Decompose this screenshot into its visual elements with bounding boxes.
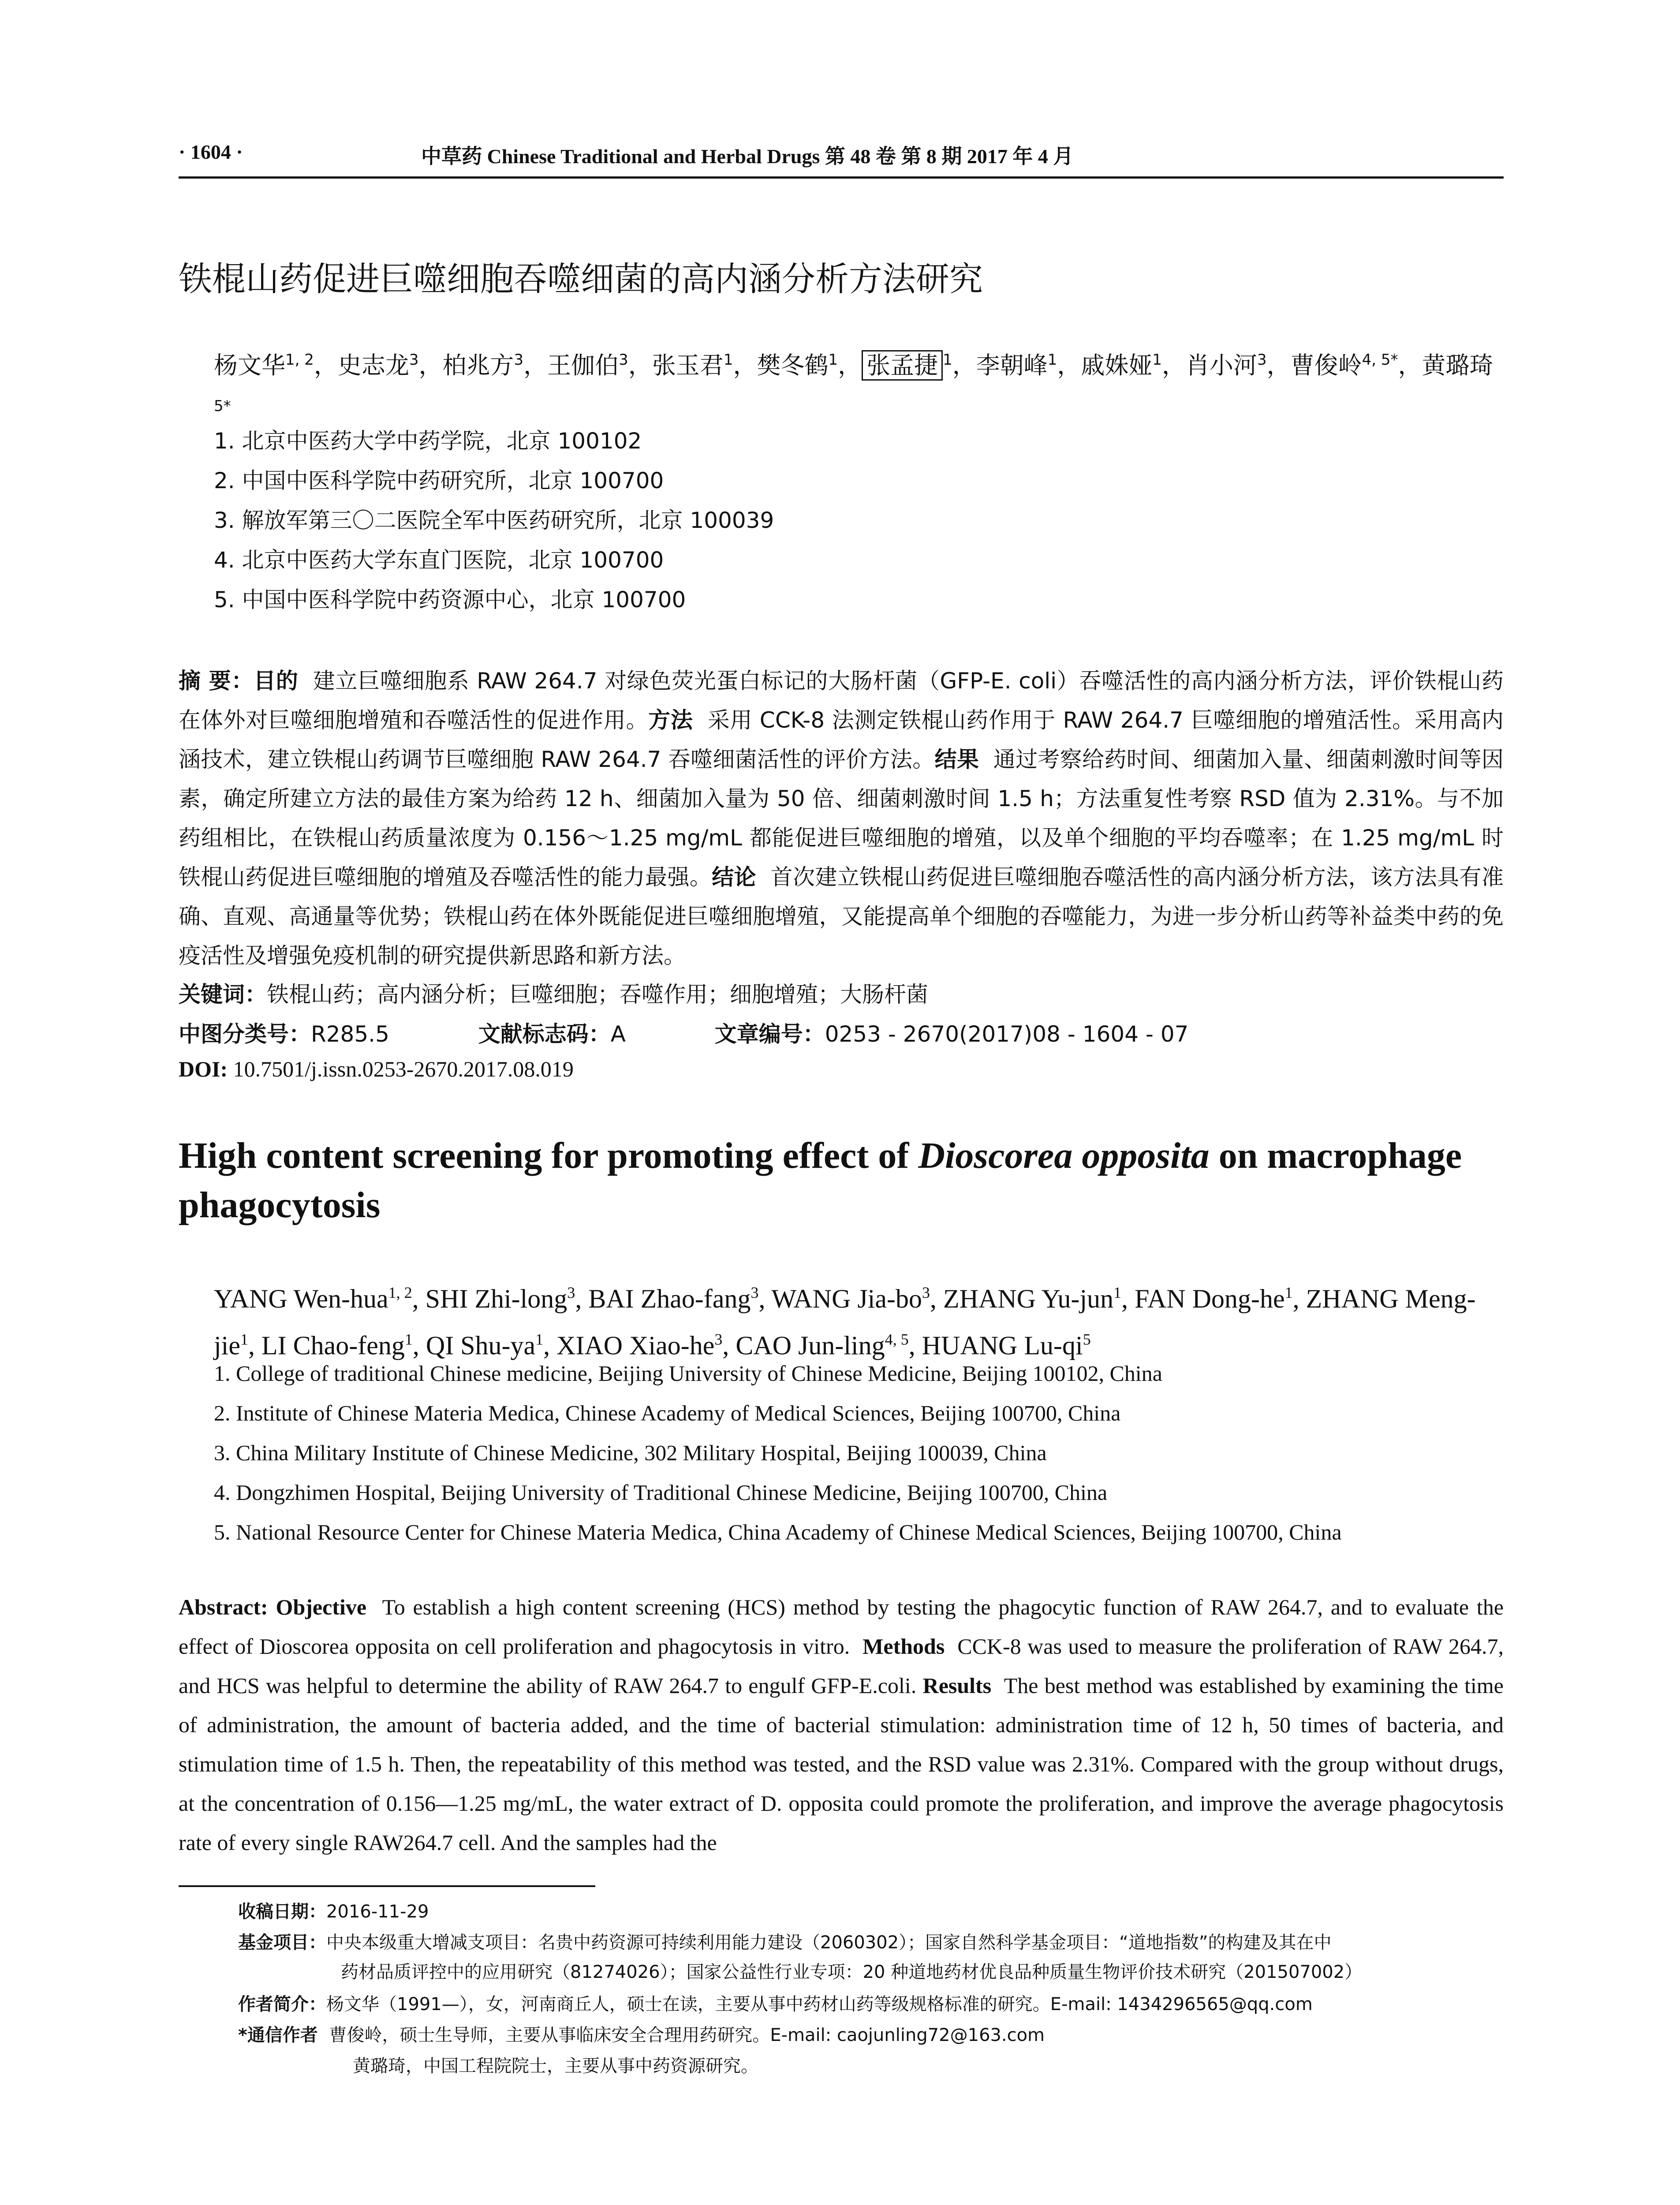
en-author-separator: , (575, 1284, 589, 1313)
cn-author (976, 351, 1081, 379)
footnote-corresponding (238, 2020, 1508, 2051)
cn-author-separator: ， (314, 351, 338, 379)
results-cn-label: 结果 (934, 747, 979, 772)
en-author (588, 1284, 771, 1313)
doc-value: A (610, 1021, 626, 1047)
cn-author-affiliation-mark: 3 (619, 351, 628, 369)
cn-author-name: 肖小河 (1186, 351, 1258, 379)
doi-label: DOI: (179, 1057, 228, 1081)
footnote-author (238, 1989, 1508, 2020)
abstract-english (179, 1588, 1504, 1862)
en-author-name: CAO Jun-ling (735, 1331, 885, 1360)
affiliation-cn-4: 4. 北京中医药大学东直门医院，北京 100700 (214, 547, 664, 573)
journal-info: 中草药 Chinese Traditional and Herbal Drugs 第 48 卷 第 8 期 2017 年 4 月 (421, 145, 1074, 168)
affiliation-en-3: 3. China Military Institute of Chinese Medicine, 302 Military Hospital, Beijing 100039, China (214, 1440, 1047, 1465)
en-author-name: WANG Jia-bo (771, 1284, 922, 1313)
cn-author-name: 李朝峰 (976, 351, 1048, 379)
en-author (735, 1331, 922, 1360)
en-author-affiliation-mark: 1 (1284, 1284, 1293, 1301)
cn-author (214, 351, 338, 379)
cn-author-separator: ， (1162, 351, 1186, 379)
en-author-name: LI Chao-feng (261, 1331, 405, 1360)
cn-author-name: 张孟捷 (862, 350, 943, 381)
page-number: · 1604 · (179, 141, 243, 163)
en-author (556, 1331, 735, 1360)
article-label: 文章编号： (714, 1021, 825, 1047)
en-author-separator: , (1292, 1284, 1306, 1313)
classification-line (179, 1017, 1504, 1048)
results-en-text: The best method was established by examining the time of administration, the amount of bacteria added, and the time of bacterial stimulation: administration time of 12 h, 50 times of bacteria, and stimulation time of 1.5 h. Then, the repeatability of this method was tested, and the RSD value was 2.31%. Compared with the group without drugs, at the concentration of 0.156—1.25 mg/mL, the water extract of D. opposita could promote the proliferation, and improve the average phagocytosis rate of every single RAW264.7 cell. And the samples had the (179, 1673, 1504, 1855)
en-author (426, 1284, 589, 1313)
received-label: 收稿日期： (238, 1902, 326, 1922)
en-author-affiliation-mark: 3 (750, 1284, 759, 1301)
abstract-cn-label: 摘 要： (179, 668, 254, 694)
methods-en-text: CCK-8 was used to measure the proliferation of RAW 264.7, and HCS was helpful to determine the ability of RAW 264.7 to engulf GFP-E.coli. (179, 1634, 1504, 1698)
cn-author-separator: ， (418, 351, 443, 379)
en-author-affiliation-mark: 3 (714, 1330, 723, 1348)
fund-line-2: 药材品质评控中的应用研究（81274026）；国家公益性行业专项：20 种道地药材优良品种质量生物评价技术研究（201507002） (341, 1962, 1363, 1982)
author-label: 作者简介： (238, 1994, 326, 2014)
cn-author-affiliation-mark: 3 (514, 351, 524, 369)
cn-author-affiliation-mark: 1 (1047, 351, 1057, 369)
cn-author-separator: ， (1266, 351, 1291, 379)
en-author-affiliation-mark: 4, 5 (885, 1330, 909, 1348)
cn-author (547, 351, 652, 379)
en-author (426, 1331, 556, 1360)
cn-author-affiliation-mark: 4, 5* (1362, 351, 1398, 369)
en-author-name: SHI Zhi-long (425, 1284, 567, 1313)
clc-value: R285.5 (311, 1021, 389, 1047)
en-author-separator: , (412, 1284, 426, 1313)
keywords-label: 关键词： (179, 982, 267, 1007)
cn-author (1291, 351, 1422, 379)
en-author-affiliation-mark: 1 (240, 1330, 248, 1348)
cn-author (1186, 351, 1291, 379)
objective-en-label: Objective (276, 1595, 367, 1619)
footnote-fund (238, 1927, 1508, 1958)
en-author-separator: , (1121, 1284, 1135, 1313)
cn-author-name: 曹俊岭 (1290, 351, 1362, 379)
title-en-pre: High content screening for promoting effect of (179, 1135, 918, 1176)
en-author-name: XIAO Xiao-he (556, 1331, 715, 1360)
corresponding-line-1: 曹俊岭，硕士生导师，主要从事临床安全合理用药研究。E-mail: caojunling72@163.com (329, 2025, 1045, 2045)
cn-author-name: 王伽伯 (547, 351, 619, 379)
author-bio: 杨文华（1991—），女，河南商丘人，硕士在读，主要从事中药材山药等级规格标准的研究。E-mail: 1434296565@qq.com (326, 1994, 1313, 2014)
clc-label: 中图分类号： (179, 1021, 311, 1047)
affiliation-en-2: 2. Institute of Chinese Materia Medica, Chinese Academy of Medical Sciences, Beijing 100700, China (214, 1401, 1121, 1425)
abstract-en-label: Abstract: (179, 1595, 268, 1619)
en-author-name: YANG Wen-hua (214, 1284, 388, 1313)
header-rule (179, 176, 1504, 179)
cn-author-separator: ， (628, 351, 652, 379)
en-author-affiliation-mark: 5 (1083, 1330, 1091, 1348)
article-value: 0253 - 2670(2017)08 - 1604 - 07 (825, 1021, 1189, 1047)
authors-english (214, 1272, 1506, 1366)
affiliation-en-1: 1. College of traditional Chinese medicine, Beijing University of Chinese Medicine, Beijing 100102, China (214, 1361, 1163, 1386)
fund-label: 基金项目： (238, 1932, 326, 1953)
doi-line (179, 1056, 1504, 1082)
conclusion-cn-text: 首次建立铁棍山药促进巨噬细胞吞噬活性的高内涵分析方法，该方法具有准确、直观、高通量等优势；铁棍山药在体外既能促进巨噬细胞增殖，又能提高单个细胞的吞噬能力，为进一步分析山药等补益类中药的免疫活性及增强免疫机制的研究提供新思路和新方法。 (179, 864, 1504, 968)
cn-author-separator: ， (1398, 351, 1422, 379)
doc-label: 文献标志码： (478, 1021, 611, 1047)
en-author-affiliation-mark: 3 (922, 1284, 930, 1301)
cn-author (757, 351, 862, 379)
en-author-separator: , (248, 1331, 261, 1360)
cn-author-separator: ， (1057, 351, 1081, 379)
cn-author-name: 樊冬鹤 (757, 351, 829, 379)
running-header (179, 140, 1504, 177)
en-author-name: BAI Zhao-fang (588, 1284, 751, 1313)
cn-author (338, 351, 443, 379)
corresponding-line-2: 黄璐琦，中国工程院院士，主要从事中药资源研究。 (353, 2056, 758, 2076)
methods-en-label: Methods (862, 1634, 945, 1659)
cn-author-name: 黄璐琦 (1422, 351, 1493, 379)
keywords-text: 铁棍山药；高内涵分析；巨噬细胞；吞噬作用；细胞增殖；大肠杆菌 (267, 982, 928, 1007)
en-author-separator: , (930, 1284, 944, 1313)
cn-author-name: 杨文华 (214, 351, 285, 379)
en-author-name: ZHANG Meng-jie (214, 1284, 1476, 1360)
affiliation-cn-5: 5. 中国中医科学院中药资源中心，北京 100700 (214, 587, 686, 613)
corresponding-label: *通信作者 (238, 2025, 318, 2045)
en-author-affiliation-mark: 1 (1113, 1284, 1122, 1301)
cn-author-affiliation-mark: 1 (1152, 351, 1162, 369)
en-author-name: QI Shu-ya (426, 1331, 536, 1360)
abstract-chinese (179, 662, 1504, 975)
cn-author (652, 351, 757, 379)
results-en-label: Results (922, 1673, 992, 1698)
cn-author-name: 戚姝娅 (1081, 351, 1153, 379)
title-en-italic: Dioscorea opposita (918, 1135, 1210, 1176)
en-author-separator: , (543, 1331, 557, 1360)
objective-cn-text: 建立巨噬细胞系 RAW 264.7 对绿色荧光蛋白标记的大肠杆菌（GFP-E. coli）吞噬活性的高内涵分析方法，评价铁棍山药在体外对巨噬细胞增殖和吞噬活性的促进作用。 (179, 668, 1504, 733)
methods-cn-label: 方法 (648, 707, 693, 733)
en-author (922, 1331, 1091, 1360)
authors-chinese (214, 340, 1506, 432)
en-author-separator: , (758, 1284, 772, 1313)
footnote-rule (179, 1885, 595, 1887)
footnote-received (238, 1896, 1508, 1927)
cn-author (862, 351, 976, 379)
affiliation-cn-2: 2. 中国中医科学院中药研究所，北京 100700 (214, 468, 664, 493)
en-author-affiliation-mark: 3 (567, 1284, 575, 1301)
en-author-affiliation-mark: 1 (404, 1330, 413, 1348)
en-author (214, 1284, 426, 1313)
cn-author-affiliation-mark: 3 (1257, 351, 1267, 369)
cn-author-name: 史志龙 (337, 351, 409, 379)
doi-value: 10.7501/j.issn.0253-2670.2017.08.019 (233, 1057, 574, 1081)
cn-author-affiliation-mark: 1, 2 (285, 351, 314, 369)
keywords (179, 977, 1504, 1009)
title-en-post: on macrophage phagocytosis (179, 1135, 1462, 1226)
cn-author-affiliation-mark: 1 (723, 351, 733, 369)
cn-author-separator: ， (838, 351, 862, 379)
fund-line-1: 中央本级重大增减支项目：名贵中药资源可持续利用能力建设（2060302）；国家自然科学基金项目：“道地指数”的构建及其在中 (326, 1932, 1332, 1953)
conclusion-cn-label: 结论 (712, 864, 757, 890)
affiliation-en-4: 4. Dongzhimen Hospital, Beijing University of Traditional Chinese Medicine, Beijing 100700, China (214, 1480, 1108, 1505)
en-author-separator: , (412, 1331, 426, 1360)
en-author-separator: , (722, 1331, 736, 1360)
cn-author-name: 张玉君 (652, 351, 724, 379)
en-author (1135, 1284, 1306, 1313)
cn-author (443, 351, 548, 379)
results-cn-text: 通过考察给药时间、细菌加入量、细菌刺激时间等因素，确定所建立方法的最佳方案为给药 12 h、细菌加入量为 50 倍、细菌刺激时间 1.5 h；方法重复性考察 RSD 值为 2.31%。与不加药组相比，在铁棍山药质量浓度为 0.156～1.25 mg/mL 都能促进巨噬细胞的增殖，以及单个细胞的平均吞噬率；在 1.25 mg/mL 时铁棍山药促进巨噬细胞的增殖及吞噬活性的能力最强。 (179, 747, 1504, 890)
cn-author-affiliation-mark: 3 (409, 351, 419, 369)
en-author-name: FAN Dong-he (1135, 1284, 1285, 1313)
received-value: 2016-11-29 (326, 1902, 429, 1922)
en-author-name: ZHANG Yu-jun (943, 1284, 1114, 1313)
cn-author-affiliation-mark: 5* (214, 397, 231, 415)
en-author-affiliation-mark: 1 (535, 1330, 544, 1348)
en-author-separator: , (908, 1331, 922, 1360)
affiliation-cn-1: 1. 北京中医药大学中药学院，北京 100102 (214, 428, 642, 454)
en-author (261, 1331, 426, 1360)
title-chinese: 铁棍山药促进巨噬细胞吞噬细菌的高内涵分析方法研究 (179, 259, 983, 299)
affiliation-cn-3: 3. 解放军第三〇二医院全军中医药研究所，北京 100039 (214, 508, 774, 533)
objective-cn-label: 目的 (254, 668, 299, 694)
cn-author-separator: ， (733, 351, 757, 379)
affiliation-en-5: 5. National Resource Center for Chinese Materia Medica, China Academy of Chinese Medical Sciences, Beijing 100700, China (214, 1520, 1342, 1544)
en-author (771, 1284, 943, 1313)
objective-en-text: To establish a high content screening (HCS) method by testing the phagocytic function of RAW 264.7, and to evaluate the effect of Dioscorea opposita on cell proliferation and phagocytosis in vitro. (179, 1595, 1504, 1659)
cn-author (1081, 351, 1186, 379)
cn-author-affiliation-mark: 1 (943, 351, 952, 369)
cn-author-affiliation-mark: 1 (828, 351, 838, 369)
en-author (943, 1284, 1135, 1313)
en-author-name: HUANG Lu-qi (922, 1331, 1083, 1360)
cn-author-name: 柏兆方 (442, 351, 514, 379)
cn-author-separator: ， (952, 351, 976, 379)
cn-author-separator: ， (523, 351, 548, 379)
title-english (179, 1131, 1504, 1230)
methods-cn-text: 采用 CCK-8 法测定铁棍山药作用于 RAW 264.7 巨噬细胞的增殖活性。采用高内涵技术，建立铁棍山药调节巨噬细胞 RAW 264.7 吞噬细菌活性的评价方法。 (179, 707, 1504, 772)
en-author-affiliation-mark: 1, 2 (388, 1284, 412, 1301)
